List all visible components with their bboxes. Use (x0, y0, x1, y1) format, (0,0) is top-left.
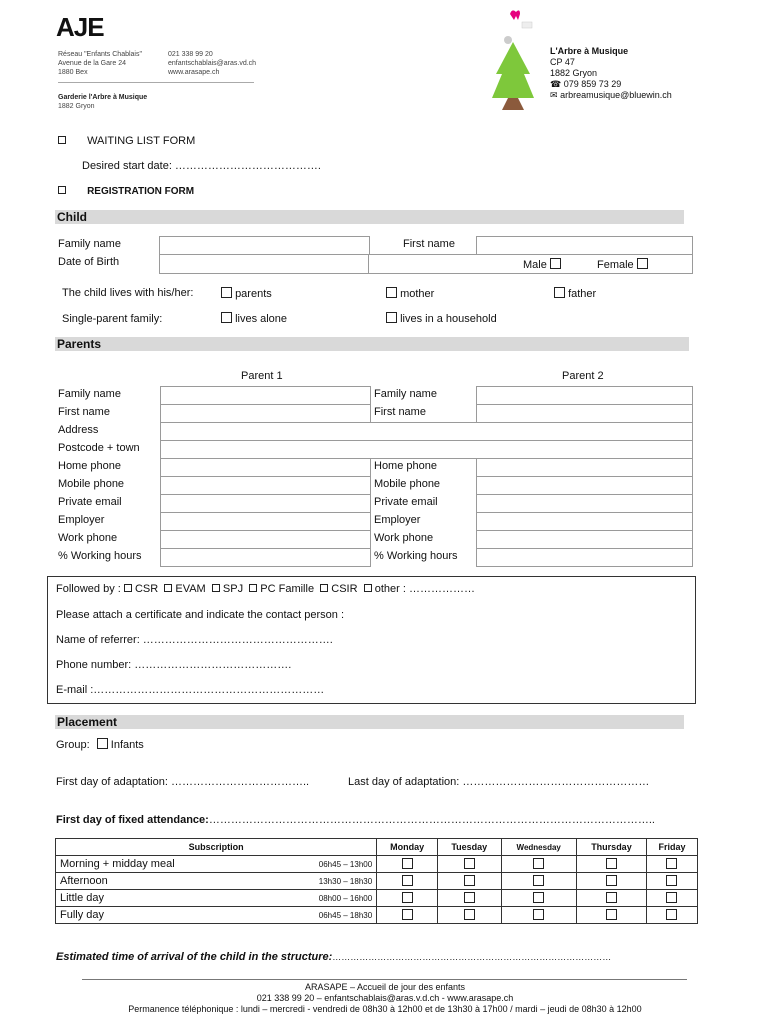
parent1-label: Private email (58, 496, 122, 508)
father-option[interactable]: father (554, 287, 596, 300)
csir-checkbox[interactable] (320, 584, 328, 592)
parent2-label: % Working hours (374, 550, 458, 562)
day-cell (646, 907, 697, 924)
parent1-label: Work phone (58, 532, 118, 544)
other-option[interactable]: other : ……………… (364, 583, 475, 595)
parent2-label: First name (374, 406, 426, 418)
shared-address-field[interactable] (160, 422, 693, 441)
parent1-field[interactable] (160, 476, 371, 495)
day-checkbox[interactable] (533, 858, 544, 869)
followed-by-row: Followed by : CSR EVAM SPJ PC Famille CSIR other : ……………… (56, 583, 475, 595)
pc-famille-option[interactable]: PC Famille (249, 583, 314, 595)
network-contact: 021 338 99 20 enfantschablais@aras.vd.ch www.arasape.ch (168, 51, 257, 76)
attach-instruction: Please attach a certificate and indicate the contact person : (56, 609, 345, 621)
day-cell (501, 873, 576, 890)
fixed-attendance-row[interactable]: First day of fixed attendance:………………………………………………………………………………………………………….. (56, 814, 655, 826)
csr-checkbox[interactable] (124, 584, 132, 592)
parent1-field[interactable] (160, 548, 371, 567)
lives-alone-option[interactable]: lives alone (221, 312, 287, 325)
parent1-label: Family name (58, 388, 121, 400)
day-cell (438, 873, 501, 890)
mail-icon: ✉ (550, 90, 558, 100)
day-checkbox[interactable] (666, 875, 677, 886)
child-dob-label: Date of Birth (58, 256, 120, 268)
child-first-name-label: First name (403, 238, 455, 250)
day-checkbox[interactable] (464, 875, 475, 886)
parent2-label: Private email (374, 496, 438, 508)
subscription-time: 06h45 – 13h00 (269, 856, 376, 873)
referrer-name-field[interactable]: Name of referrer: ……………………………………………. (56, 634, 333, 646)
evam-option[interactable]: EVAM (164, 583, 205, 595)
day-cell (576, 907, 646, 924)
single-parent-label: Single-parent family: (62, 313, 163, 325)
network-address: Réseau "Enfants Chablais" Avenue de la Gare 24 1880 Bex (58, 51, 142, 76)
subscription-header-row (56, 839, 698, 856)
parent2-label: Mobile phone (374, 478, 441, 490)
day-checkbox[interactable] (666, 858, 677, 869)
day-checkbox[interactable] (464, 892, 475, 903)
thursday-header: Thursday (576, 839, 646, 856)
parent2-field[interactable] (476, 476, 693, 495)
parent1-label: Mobile phone (58, 478, 125, 490)
estimated-arrival-row[interactable]: Estimated time of arrival of the child in the structure:………………………………………………………………………………… (56, 951, 612, 963)
subscription-header: Subscription (56, 839, 377, 856)
parents-checkbox[interactable] (221, 287, 232, 298)
female-option[interactable]: Female (597, 258, 648, 271)
parent1-heading: Parent 1 (241, 370, 283, 382)
mother-checkbox[interactable] (386, 287, 397, 298)
parents-section-header: Parents (55, 337, 689, 351)
registration-checkbox[interactable] (58, 186, 66, 194)
parent1-field[interactable] (160, 404, 371, 423)
parent2-field[interactable] (476, 512, 693, 531)
subscription-name: Fully day (56, 907, 270, 924)
shared-address-field[interactable] (160, 440, 693, 459)
parent2-field[interactable] (476, 530, 693, 549)
parent1-label: Postcode + town (58, 442, 140, 454)
placement-section-header: Placement (55, 715, 684, 729)
day-checkbox[interactable] (606, 909, 617, 920)
evam-checkbox[interactable] (164, 584, 172, 592)
day-cell (438, 907, 501, 924)
desired-start-date[interactable]: Desired start date: …………………………………. (82, 160, 321, 172)
subscription-time: 08h00 – 16h00 (269, 890, 376, 907)
day-cell (438, 890, 501, 907)
last-adaptation-field[interactable]: Last day of adaptation: …………………………………………… (348, 776, 650, 788)
registration-option[interactable]: REGISTRATION FORM (58, 185, 194, 197)
parent1-label: % Working hours (58, 550, 142, 562)
spj-checkbox[interactable] (212, 584, 220, 592)
header-divider (58, 82, 254, 83)
tree-logo (488, 4, 538, 112)
household-option[interactable]: lives in a household (386, 312, 497, 325)
spj-option[interactable]: SPJ (212, 583, 243, 595)
child-first-name-field[interactable] (476, 236, 693, 256)
subscription-table (55, 838, 698, 924)
day-cell (501, 890, 576, 907)
parents-option[interactable]: parents (221, 287, 272, 300)
parent1-field[interactable] (160, 458, 371, 477)
day-checkbox[interactable] (666, 892, 677, 903)
day-cell (646, 856, 697, 873)
subscription-row (56, 856, 698, 873)
infants-checkbox[interactable] (97, 738, 108, 749)
parent2-label: Family name (374, 388, 437, 400)
day-cell (377, 890, 438, 907)
day-cell (576, 873, 646, 890)
parent2-heading: Parent 2 (562, 370, 604, 382)
day-cell (646, 873, 697, 890)
day-checkbox[interactable] (402, 909, 413, 920)
subscription-time: 13h30 – 18h30 (269, 873, 376, 890)
child-family-name-field[interactable] (159, 236, 370, 256)
day-checkbox[interactable] (533, 892, 544, 903)
female-checkbox[interactable] (637, 258, 648, 269)
parent2-label: Employer (374, 514, 421, 526)
day-cell (646, 890, 697, 907)
phone-icon: ☎ (550, 79, 562, 89)
aje-logo: AJE (56, 12, 104, 42)
day-checkbox[interactable] (533, 875, 544, 886)
subscription-time: 06h45 – 18h30 (269, 907, 376, 924)
garderie-info: Garderie l'Arbre à Musique 1882 Gryon (58, 94, 148, 110)
child-family-name-label: Family name (58, 238, 121, 250)
child-section-header: Child (55, 210, 684, 224)
first-adaptation-field[interactable]: First day of adaptation: ……………………………….. (56, 776, 310, 788)
day-checkbox[interactable] (402, 858, 413, 869)
father-checkbox[interactable] (554, 287, 565, 298)
parent1-field[interactable] (160, 494, 371, 513)
waiting-list-option[interactable]: WAITING LIST FORM (58, 135, 195, 147)
parent2-field[interactable] (476, 494, 693, 513)
child-dob-field[interactable] (159, 254, 370, 274)
day-checkbox[interactable] (402, 892, 413, 903)
parent1-label: Employer (58, 514, 105, 526)
subscription-row (56, 890, 698, 907)
day-cell (377, 907, 438, 924)
parent2-field[interactable] (476, 548, 693, 567)
waiting-list-checkbox[interactable] (58, 136, 66, 144)
infants-option[interactable]: Infants (97, 739, 144, 751)
friday-header: Friday (646, 839, 697, 856)
day-checkbox[interactable] (606, 875, 617, 886)
tuesday-header: Tuesday (438, 839, 501, 856)
day-checkbox[interactable] (533, 909, 544, 920)
day-cell (501, 856, 576, 873)
household-checkbox[interactable] (386, 312, 397, 323)
parent1-label: Home phone (58, 460, 121, 472)
day-cell (438, 856, 501, 873)
male-checkbox[interactable] (550, 258, 561, 269)
other-checkbox[interactable] (364, 584, 372, 592)
pc-famille-checkbox[interactable] (249, 584, 257, 592)
parent2-label: Work phone (374, 532, 434, 544)
day-checkbox[interactable] (606, 892, 617, 903)
day-checkbox[interactable] (464, 909, 475, 920)
day-cell (501, 907, 576, 924)
parent2-field[interactable] (476, 458, 693, 477)
csir-option[interactable]: CSIR (320, 583, 357, 595)
parent1-label: First name (58, 406, 110, 418)
subscription-name: Afternoon (56, 873, 270, 890)
parent2-field[interactable] (476, 386, 693, 405)
day-checkbox[interactable] (464, 858, 475, 869)
parent2-field[interactable] (476, 404, 693, 423)
day-cell (576, 856, 646, 873)
csr-option[interactable]: CSR (124, 583, 158, 595)
day-cell (377, 856, 438, 873)
structure-contact: L'Arbre à Musique CP 47 1882 Gryon ☎ 079 859 73 29 ✉ arbreamusique@bluewin.ch (550, 46, 672, 100)
referrer-phone-field[interactable]: Phone number: ……………………………………. (56, 659, 292, 671)
subscription-row (56, 907, 698, 924)
day-cell (576, 890, 646, 907)
day-checkbox[interactable] (666, 909, 677, 920)
parent2-label: Home phone (374, 460, 437, 472)
mother-option[interactable]: mother (386, 287, 434, 300)
day-checkbox[interactable] (606, 858, 617, 869)
lives-alone-checkbox[interactable] (221, 312, 232, 323)
subscription-name: Little day (56, 890, 270, 907)
parent1-field[interactable] (160, 386, 371, 405)
day-checkbox[interactable] (402, 875, 413, 886)
footer-divider (82, 979, 687, 980)
day-cell (377, 873, 438, 890)
subscription-row (56, 873, 698, 890)
male-option[interactable]: Male (523, 258, 561, 271)
parent1-field[interactable] (160, 530, 371, 549)
referrer-email-field[interactable]: E-mail :……………………………………………………… (56, 684, 325, 696)
lives-with-label: The child lives with his/her: (62, 287, 194, 299)
parent1-label: Address (58, 424, 99, 436)
monday-header: Monday (377, 839, 438, 856)
wednesday-header: Wednesday (501, 839, 576, 856)
group-row: Group: Infants (56, 739, 144, 751)
footer: ARASAPE – Accueil de jour des enfants 021 338 99 20 – enfantschablais@aras.v.d.ch - www.arasape.ch Permanence téléphonique : lundi – mercredi - vendredi de 08h30 à 12h00 et de 13h30 à 17h00 / mardi – jeudi de 08h30 à 12h00 (128, 982, 642, 1014)
subscription-name: Morning + midday meal (56, 856, 270, 873)
parent1-field[interactable] (160, 512, 371, 531)
